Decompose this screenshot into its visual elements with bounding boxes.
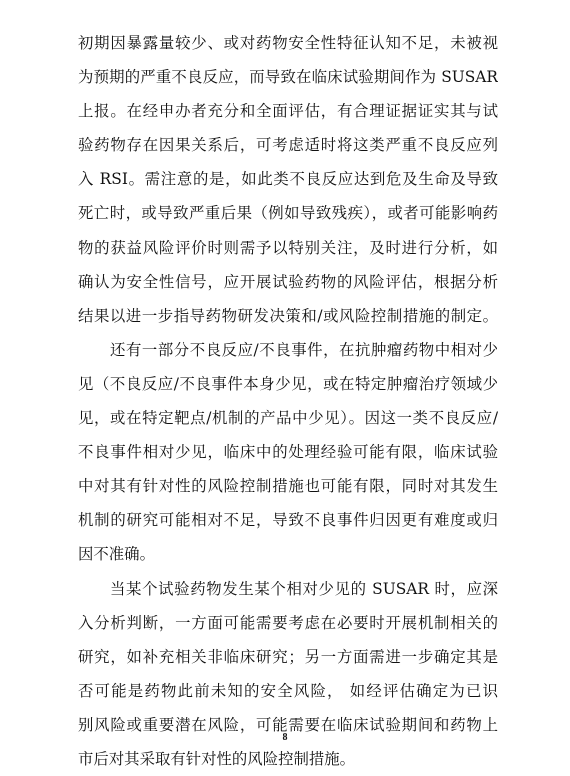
text-line: 当某个试验药物发生某个相对少见的 SUSAR 时，应深: [110, 579, 498, 598]
paragraph-2: [78, 333, 498, 572]
text-line: 市后对其采取有针对性的风险控制措施。: [78, 749, 356, 768]
page-number: 8: [282, 732, 288, 743]
paragraph-1: [78, 26, 498, 333]
text-line: 还有一部分不良反应/不良事件，在抗肿瘤药物中相对少: [110, 340, 498, 359]
text-line: 确认为安全性信号，应开展试验药物的风险评估，根据分析: [78, 272, 498, 291]
body-text: [78, 26, 498, 776]
text-line: 机制的研究可能相对不足，导致不良事件归因更有难度或归: [78, 511, 498, 530]
text-line: 因不准确。: [78, 545, 155, 564]
text-line: 中对其有针对性的风险控制措施也可能有限，同时对其发生: [78, 477, 498, 496]
text-line: 物的获益风险评价时则需予以特别关注，及时进行分析，如: [78, 238, 498, 257]
text-line: 上报。在经申办者充分和全面评估，有合理证据证实其与试: [78, 102, 498, 121]
text-line: 验药物存在因果关系后，可考虑适时将这类严重不良反应列: [78, 136, 498, 155]
text-line: 为预期的严重不良反应，而导致在临床试验期间作为 SUSAR: [78, 68, 498, 87]
text-line: 初期因暴露量较少、或对药物安全性特征认知不足，未被视: [78, 34, 498, 52]
text-line: 见（不良反应/不良事件本身少见，或在特定肿瘤治疗领域少: [78, 374, 498, 393]
text-line: 死亡时，或导致严重后果（例如导致残疾），或者可能影响药: [78, 204, 498, 223]
text-line: 见，或在特定靶点/机制的产品中少见）。因这一类不良反应/: [78, 409, 498, 428]
text-line: 入 RSI。需注意的是，如此类不良反应达到危及生命及导致: [78, 170, 498, 189]
text-line: 别风险或重要潜在风险，可能需要在临床试验期间和药物上: [78, 715, 498, 734]
paragraph-3: [78, 572, 498, 776]
text-line: 入分析判断，一方面可能需要考虑在必要时开展机制相关的: [78, 613, 498, 632]
text-line: 研究，如补充相关非临床研究；另一方面需进一步确定其是: [78, 647, 498, 666]
text-line: 不良事件相对少见，临床中的处理经验可能有限，临床试验: [78, 443, 498, 462]
text-line: 结果以进一步指导药物研发决策和/或风险控制措施的制定。: [78, 306, 498, 325]
text-line: 否可能是药物此前未知的安全风险， 如经评估确定为已识: [78, 681, 498, 700]
